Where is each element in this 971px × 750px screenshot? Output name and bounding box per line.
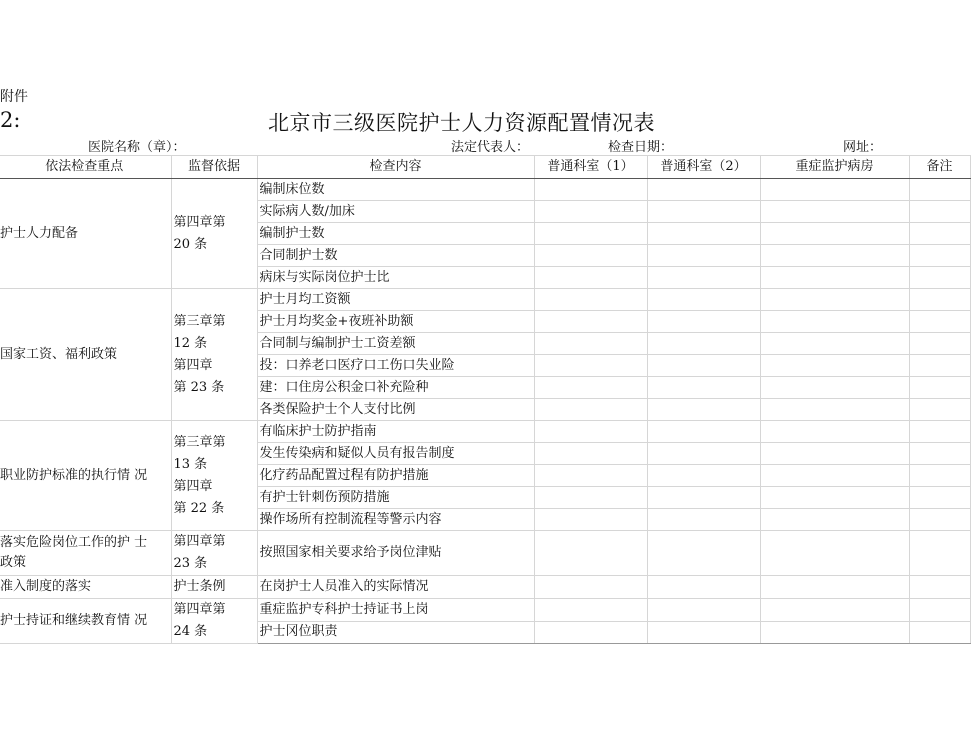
basis-text: 24 条	[173, 624, 208, 639]
col-header-content: 检查内容	[257, 156, 534, 179]
remarks-cell[interactable]	[909, 465, 970, 487]
remarks-cell[interactable]	[909, 289, 970, 311]
content-cell: 按照国家相关要求给予岗位津贴	[257, 531, 534, 576]
content-cell: 编制护士数	[257, 223, 534, 245]
content-cell: 在岗护士人员准入的实际情况	[257, 576, 534, 599]
remarks-cell[interactable]	[909, 201, 970, 223]
icu-cell[interactable]	[760, 531, 909, 576]
table-row	[0, 599, 970, 622]
basis-text: 第四章第	[173, 214, 226, 230]
remarks-cell[interactable]	[909, 509, 970, 531]
icu-cell[interactable]	[760, 377, 909, 399]
remarks-cell[interactable]	[909, 399, 970, 421]
remarks-cell[interactable]	[909, 333, 970, 355]
col-header-dept-2: 普通科室（2）	[647, 156, 760, 179]
icu-cell[interactable]	[760, 179, 909, 201]
focus-cell	[0, 531, 171, 576]
icu-cell[interactable]	[760, 576, 909, 599]
dept-1-cell[interactable]	[534, 267, 647, 289]
content-cell: 化疗药品配置过程有防护措施	[257, 465, 534, 487]
dept-2-cell[interactable]	[647, 289, 760, 311]
focus-cell	[0, 576, 171, 599]
dept-2-cell[interactable]	[647, 355, 760, 377]
dept-1-cell[interactable]	[534, 201, 647, 223]
remarks-cell[interactable]	[909, 421, 970, 443]
remarks-cell[interactable]	[909, 311, 970, 333]
col-header-dept-1: 普通科室（1）	[534, 156, 647, 179]
basis-cell	[171, 289, 257, 421]
dept-2-cell[interactable]	[647, 201, 760, 223]
dept-1-cell[interactable]	[534, 509, 647, 531]
dept-2-cell[interactable]	[647, 531, 760, 576]
dept-2-cell[interactable]	[647, 245, 760, 267]
content-cell: 病床与实际岗位护士比	[257, 267, 534, 289]
dept-1-cell[interactable]	[534, 531, 647, 576]
remarks-cell[interactable]	[909, 621, 970, 644]
content-cell: 合同制护士数	[257, 245, 534, 267]
icu-cell[interactable]	[760, 201, 909, 223]
remarks-cell[interactable]	[909, 223, 970, 245]
dept-1-cell[interactable]	[534, 576, 647, 599]
content-cell: 投：口养老口医疗口工伤口失业险	[257, 355, 534, 377]
remarks-cell[interactable]	[909, 443, 970, 465]
attachment-number: 2:	[0, 108, 21, 132]
content-cell: 建：口住房公积金口补充险种	[257, 377, 534, 399]
dept-2-cell[interactable]	[647, 311, 760, 333]
content-cell: 实际病人数/加床	[257, 201, 534, 223]
dept-1-cell[interactable]	[534, 311, 647, 333]
dept-1-cell[interactable]	[534, 443, 647, 465]
table-row	[0, 576, 970, 599]
content-cell: 有护士针刺伤预防措施	[257, 487, 534, 509]
dept-1-cell[interactable]	[534, 599, 647, 622]
dept-1-cell[interactable]	[534, 179, 647, 201]
inspection-table	[0, 155, 971, 644]
content-cell: 合同制与编制护士工资差额	[257, 333, 534, 355]
icu-cell[interactable]	[760, 465, 909, 487]
icu-cell[interactable]	[760, 599, 909, 622]
dept-2-cell[interactable]	[647, 487, 760, 509]
dept-2-cell[interactable]	[647, 465, 760, 487]
basis-cell	[171, 179, 257, 289]
basis-text: 第 23 条	[173, 379, 225, 395]
legal-representative-label: 法定代表人：	[451, 140, 530, 155]
icu-cell[interactable]	[760, 289, 909, 311]
col-header-remarks: 备注	[909, 156, 970, 179]
focus-text: 职业防护标准的执行情 况	[0, 467, 148, 483]
col-header-icu: 重症监护病房	[760, 156, 909, 179]
dept-2-cell[interactable]	[647, 421, 760, 443]
dept-2-cell[interactable]	[647, 377, 760, 399]
remarks-cell[interactable]	[909, 245, 970, 267]
dept-2-cell[interactable]	[647, 179, 760, 201]
focus-cell	[0, 421, 171, 531]
remarks-cell[interactable]	[909, 531, 970, 576]
basis-text: 13 条	[173, 456, 208, 472]
dept-1-cell[interactable]	[534, 333, 647, 355]
focus-text: 准入制度的落实	[0, 579, 92, 594]
remarks-cell[interactable]	[909, 576, 970, 599]
icu-cell[interactable]	[760, 421, 909, 443]
remarks-cell[interactable]	[909, 487, 970, 509]
dept-1-cell[interactable]	[534, 355, 647, 377]
table-row	[0, 179, 970, 201]
hospital-name-label: 医院名称（章）：	[88, 140, 186, 155]
content-cell: 护士冈位职责	[257, 621, 534, 644]
dept-2-cell[interactable]	[647, 399, 760, 421]
dept-1-cell[interactable]	[534, 289, 647, 311]
icu-cell[interactable]	[760, 399, 909, 421]
basis-text: 第三章第	[173, 434, 226, 450]
page-title: 北京市三级医院护士人力资源配置情况表	[268, 111, 655, 135]
remarks-cell[interactable]	[909, 267, 970, 289]
basis-text: 23 条	[173, 556, 208, 571]
content-cell: 护士月均奖金+夜班补助额	[257, 311, 534, 333]
dept-1-cell[interactable]	[534, 487, 647, 509]
dept-1-cell[interactable]	[534, 621, 647, 644]
dept-2-cell[interactable]	[647, 509, 760, 531]
icu-cell[interactable]	[760, 267, 909, 289]
icu-cell[interactable]	[760, 621, 909, 644]
icu-cell[interactable]	[760, 443, 909, 465]
basis-text: 20 条	[173, 236, 208, 252]
basis-text: 12 条	[173, 335, 208, 351]
dept-2-cell[interactable]	[647, 621, 760, 644]
remarks-cell[interactable]	[909, 377, 970, 399]
remarks-cell[interactable]	[909, 599, 970, 622]
remarks-cell[interactable]	[909, 355, 970, 377]
table-row	[0, 289, 970, 311]
icu-cell[interactable]	[760, 355, 909, 377]
focus-cell	[0, 599, 171, 644]
dept-2-cell[interactable]	[647, 576, 760, 599]
dept-1-cell[interactable]	[534, 377, 647, 399]
basis-text: 第四章第	[173, 534, 226, 549]
basis-cell	[171, 421, 257, 531]
basis-text: 第四章	[173, 357, 213, 373]
icu-cell[interactable]	[760, 333, 909, 355]
icu-cell[interactable]	[760, 509, 909, 531]
dept-2-cell[interactable]	[647, 333, 760, 355]
focus-text: 护士人力配备	[0, 225, 79, 241]
dept-1-cell[interactable]	[534, 465, 647, 487]
focus-text: 国家工资、福利政策	[0, 346, 118, 362]
focus-cell	[0, 289, 171, 421]
col-header-focus: 依法检查重点	[0, 156, 171, 179]
dept-2-cell[interactable]	[647, 443, 760, 465]
dept-1-cell[interactable]	[534, 421, 647, 443]
content-cell: 编制床位数	[257, 179, 534, 201]
col-header-basis: 监督依据	[171, 156, 257, 179]
content-cell: 重症监护专科护士持证书上岗	[257, 599, 534, 622]
dept-1-cell[interactable]	[534, 399, 647, 421]
basis-text: 第三章第	[173, 313, 226, 329]
basis-text: 第 22 条	[173, 500, 225, 516]
focus-text: 护士持证和继续教育情 况	[0, 613, 148, 628]
focus-text: 落实危险岗位工作的护 士	[0, 535, 148, 550]
dept-2-cell[interactable]	[647, 223, 760, 245]
focus-cell	[0, 179, 171, 289]
content-cell: 操作场所有控制流程等警示内容	[257, 509, 534, 531]
basis-text: 护士条例	[173, 579, 226, 594]
basis-text: 第四章	[173, 478, 213, 494]
content-cell: 有临床护士防护指南	[257, 421, 534, 443]
icu-cell[interactable]	[760, 311, 909, 333]
table-row	[0, 421, 970, 443]
table-header-row	[0, 156, 970, 179]
basis-text: 第四章第	[173, 602, 226, 617]
dept-1-cell[interactable]	[534, 223, 647, 245]
content-cell: 各类保险护士个人支付比例	[257, 399, 534, 421]
icu-cell[interactable]	[760, 245, 909, 267]
attachment-label: 附件	[0, 89, 28, 105]
icu-cell[interactable]	[760, 223, 909, 245]
website-label: 网址：	[843, 140, 883, 155]
content-cell: 发生传染病和疑似人员有报告制度	[257, 443, 534, 465]
dept-1-cell[interactable]	[534, 245, 647, 267]
icu-cell[interactable]	[760, 487, 909, 509]
basis-cell	[171, 531, 257, 576]
table-row	[0, 531, 970, 576]
dept-2-cell[interactable]	[647, 599, 760, 622]
basis-cell	[171, 576, 257, 599]
check-date-label: 检查日期：	[608, 140, 674, 155]
remarks-cell[interactable]	[909, 179, 970, 201]
dept-2-cell[interactable]	[647, 267, 760, 289]
basis-cell	[171, 599, 257, 644]
content-cell: 护士月均工资额	[257, 289, 534, 311]
focus-text: 政策	[0, 555, 27, 570]
